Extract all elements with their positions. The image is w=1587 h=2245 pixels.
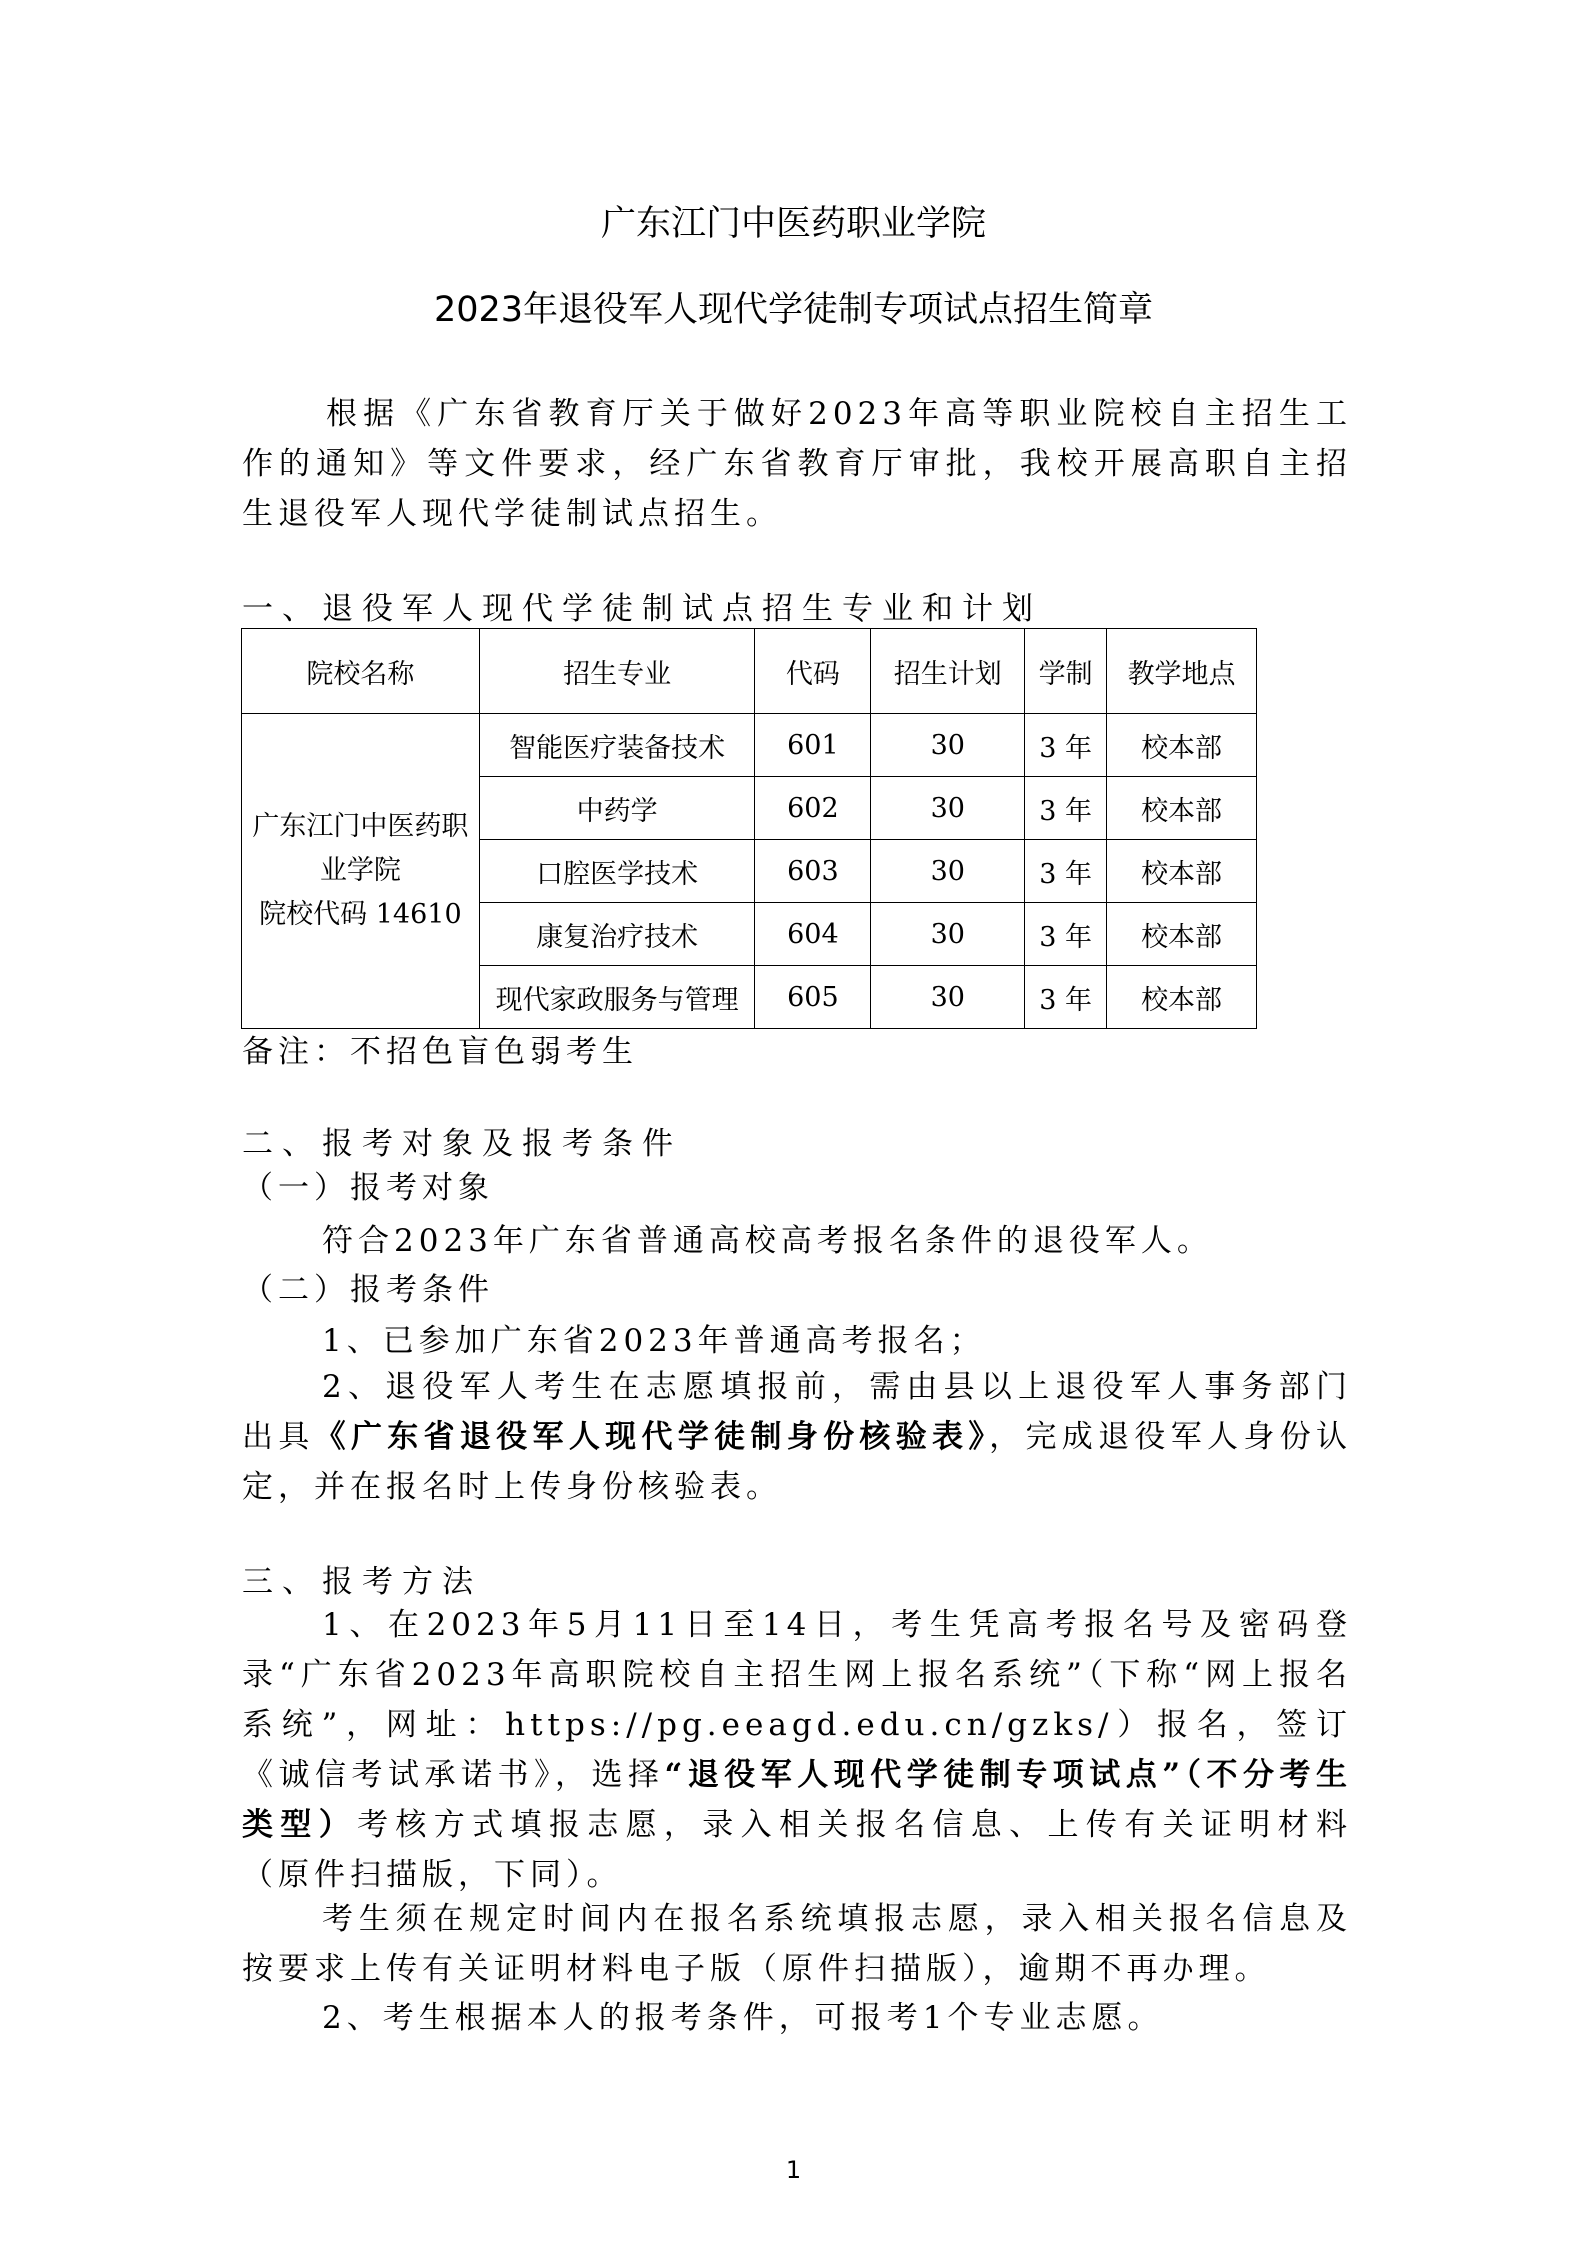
school-name-cell bbox=[242, 714, 480, 1029]
code-cell: 605 bbox=[755, 966, 871, 1029]
condition-item-2 bbox=[242, 1362, 1352, 1512]
location-cell: 校本部 bbox=[1107, 714, 1257, 777]
code-cell: 602 bbox=[755, 777, 871, 840]
plan-cell: 30 bbox=[871, 714, 1025, 777]
section2-heading: 二、报考对象及报考条件 bbox=[242, 1126, 682, 1162]
condition-item-2-text: ，完成退役军人身份认定，并在报名时上传身份核验表。 bbox=[242, 1419, 1353, 1505]
table-row bbox=[242, 714, 1257, 777]
school-name-line: 业学院 bbox=[319, 855, 401, 886]
major-cell: 现代家政服务与管理 bbox=[479, 966, 755, 1029]
table-header-row bbox=[242, 629, 1257, 714]
header-location: 教学地点 bbox=[1107, 629, 1257, 714]
method-text: 1、在2023年5月11日至14日，考生凭高考报名号及密码登录“广东省2023年高职院校自主招生网上报名系统”（下称“网上报名系统”，网址：https://pg.eeagd.edu.cn/gzks/）报名，签订《诚信考试承诺书》，选择 bbox=[242, 1607, 1352, 1793]
section1-heading: 一、退役军人现代学徒制试点招生专业和计划 bbox=[242, 591, 1042, 627]
location-cell: 校本部 bbox=[1107, 903, 1257, 966]
plan-cell: 30 bbox=[871, 840, 1025, 903]
years-cell: 3 年 bbox=[1025, 903, 1107, 966]
school-code-line: 院校代码 14610 bbox=[259, 899, 462, 930]
plan-cell: 30 bbox=[871, 903, 1025, 966]
method-text: 考核方式填报志愿，录入相关报名信息、上传有关证明材料（原件扫描版，下同）。 bbox=[242, 1807, 1353, 1893]
method-paragraph-1 bbox=[242, 1600, 1352, 1900]
document-title-main: 2023年退役军人现代学徒制专项试点招生简章 bbox=[433, 290, 1154, 330]
years-cell: 3 年 bbox=[1025, 714, 1107, 777]
intro-paragraph: 根据《广东省教育厅关于做好2023年高等职业院校自主招生工作的通知》等文件要求，经广东省教育厅审批，我校开展高职自主招生退役军人现代学徒制试点招生。 bbox=[242, 396, 1352, 532]
method-paragraph-3: 2、考生根据本人的报考条件，可报考1个专业志愿。 bbox=[322, 2000, 1164, 2036]
exam-method-highlight: “退役军人现代学徒制专项试点”（不分考生类型） bbox=[242, 1757, 1352, 1843]
subsection-heading: （一）报考对象 bbox=[242, 1170, 494, 1206]
header-major: 招生专业 bbox=[479, 629, 755, 714]
section3-heading: 三、报考方法 bbox=[242, 1564, 482, 1600]
plan-cell: 30 bbox=[871, 777, 1025, 840]
plan-cell: 30 bbox=[871, 966, 1025, 1029]
page-number: 1 bbox=[785, 2156, 802, 2184]
code-cell: 601 bbox=[755, 714, 871, 777]
subsection-heading: （二）报考条件 bbox=[242, 1272, 494, 1308]
verification-form-title: 《广东省退役军人现代学徒制身份核验表》 bbox=[314, 1419, 990, 1455]
major-cell: 口腔医学技术 bbox=[479, 840, 755, 903]
header-plan: 招生计划 bbox=[871, 629, 1025, 714]
location-cell: 校本部 bbox=[1107, 966, 1257, 1029]
enrollment-plan-table bbox=[241, 628, 1257, 1029]
header-code: 代码 bbox=[755, 629, 871, 714]
years-cell: 3 年 bbox=[1025, 966, 1107, 1029]
document-title-school: 广东江门中医药职业学院 bbox=[600, 204, 986, 244]
condition-item-1: 1、已参加广东省2023年普通高考报名； bbox=[322, 1323, 986, 1359]
major-cell: 智能医疗装备技术 bbox=[479, 714, 755, 777]
major-cell: 中药学 bbox=[479, 777, 755, 840]
years-cell: 3 年 bbox=[1025, 840, 1107, 903]
years-cell: 3 年 bbox=[1025, 777, 1107, 840]
school-name-line: 广东江门中医药职 bbox=[252, 811, 469, 842]
code-cell: 603 bbox=[755, 840, 871, 903]
method-paragraph-2: 考生须在规定时间内在报名系统填报志愿，录入相关报名信息及按要求上传有关证明材料电子版（原件扫描版），逾期不再办理。 bbox=[242, 1901, 1352, 1987]
location-cell: 校本部 bbox=[1107, 840, 1257, 903]
location-cell: 校本部 bbox=[1107, 777, 1257, 840]
condition-item-2-text: 2、退役军人考生在志愿填报前，需由县以上退役军人事务部门出具 bbox=[242, 1369, 1352, 1455]
header-years: 学制 bbox=[1025, 629, 1107, 714]
eligibility-text: 符合2023年广东省普通高校高考报名条件的退役军人。 bbox=[322, 1223, 1213, 1259]
header-school: 院校名称 bbox=[242, 629, 480, 714]
table-note: 备注：不招色盲色弱考生 bbox=[242, 1034, 638, 1070]
code-cell: 604 bbox=[755, 903, 871, 966]
major-cell: 康复治疗技术 bbox=[479, 903, 755, 966]
